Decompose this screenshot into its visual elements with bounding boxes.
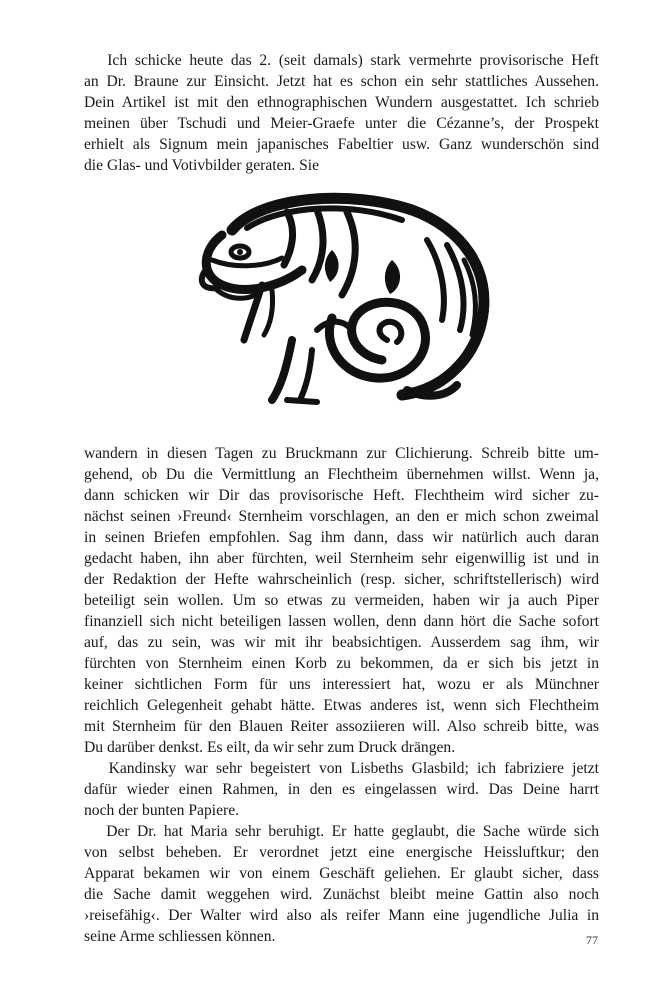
body-line: reichlich Gelegenheit gehabt hätte. Etwas anderes ist, wenn sich Flechtheim: [84, 697, 599, 714]
body-line: beteiligt sein wollen. Um so etwas zu vermeiden, haben wir ja auch Piper: [84, 592, 599, 609]
fable-creature-illustration: [192, 190, 492, 408]
body-line: noch der bunten Papiere.: [84, 802, 240, 819]
body-line: dafür wieder einen Rahmen, in den es eingelassen wird. Das Deine harrt: [84, 781, 599, 798]
body-line: fürchten von Sternheim einen Korb zu bekommen, da er sich bis jetzt in: [84, 655, 599, 672]
body-line: in seinen Briefen empfohlen. Sag ihm dann, dass wir natürlich auch daran: [84, 529, 599, 546]
body-line: gehend, ob Du die Vermittlung an Flechtheim übernehmen willst. Wenn ja,: [84, 466, 599, 483]
page-number: 77: [586, 933, 598, 947]
body-line: Der Dr. hat Maria sehr beruhigt. Er hatte geglaubt, die Sache würde sich: [84, 823, 599, 840]
body-line: wandern in diesen Tagen zu Bruckmann zur Clichierung. Schreib bitte um-: [84, 445, 599, 462]
body-line: mit Sternheim für den Blauen Reiter assoziieren will. Also schreib bitte, was: [84, 718, 599, 735]
body-line: nächst seinen ›Freund‹ Sternheim vorschlagen, an den er mich schon zweimal: [84, 508, 599, 525]
body-line: die Glas- und Votivbilder geraten. Sie: [84, 157, 320, 174]
body-line: Du darüber denkst. Es eilt, da wir sehr zum Druck drängen.: [84, 739, 456, 756]
body-line: erhielt als Signum mein japanisches Fabeltier usw. Ganz wunderschön sind: [84, 136, 599, 153]
body-line: gedacht haben, ihn aber fürchten, weil Sternheim sehr eigenwillig ist und in: [84, 550, 599, 567]
body-line: die Sache damit weggehen wird. Zunächst bleibt meine Gattin also noch: [84, 886, 599, 903]
body-line: dann schicken wir Dir das provisorische Heft. Flechtheim wird sicher zu-: [84, 487, 599, 504]
body-line: an Dr. Braune zur Einsicht. Jetzt hat es schon ein sehr stattliches Aussehen.: [84, 73, 599, 90]
body-line: auf, das zu sein, was wir mit ihr beabsichtigen. Ausserdem sag ihm, wir: [84, 634, 599, 651]
body-line: meinen über Tschudi und Meier-Graefe unter die Cézanne’s, der Prospekt: [84, 115, 599, 132]
body-line: Dein Artikel ist mit den ethnographischen Wundern ausgestattet. Ich schrieb: [84, 94, 599, 111]
body-line: keiner sichtlichen Form für uns interessiert hat, wozu er als Münchner: [84, 676, 599, 693]
body-line: von selbst beheben. Er verordnet jetzt eine energische Heissluftkur; den: [84, 844, 599, 861]
body-line: Apparat bekamen wir von einem Geschäft geliehen. Er glaubt sicher, dass: [84, 865, 599, 882]
body-line: Kandinsky war sehr begeistert von Lisbeths Glasbild; ich fabriziere jetzt: [84, 760, 599, 777]
body-line: der Redaktion der Hefte wahrscheinlich (resp. sicher, schriftstellerisch) wird: [84, 571, 599, 588]
body-line: seine Arme schliessen können.: [84, 928, 276, 945]
body-line: Ich schicke heute das 2. (seit damals) stark vermehrte provisorische Heft: [84, 52, 599, 69]
body-line: finanziell sich nicht beteiligen lassen wollen, denn dann hört die Sache sofort: [84, 613, 599, 630]
body-line: ›reisefähig‹. Der Walter wird also als reifer Mann eine jugendliche Julia in: [84, 907, 599, 924]
